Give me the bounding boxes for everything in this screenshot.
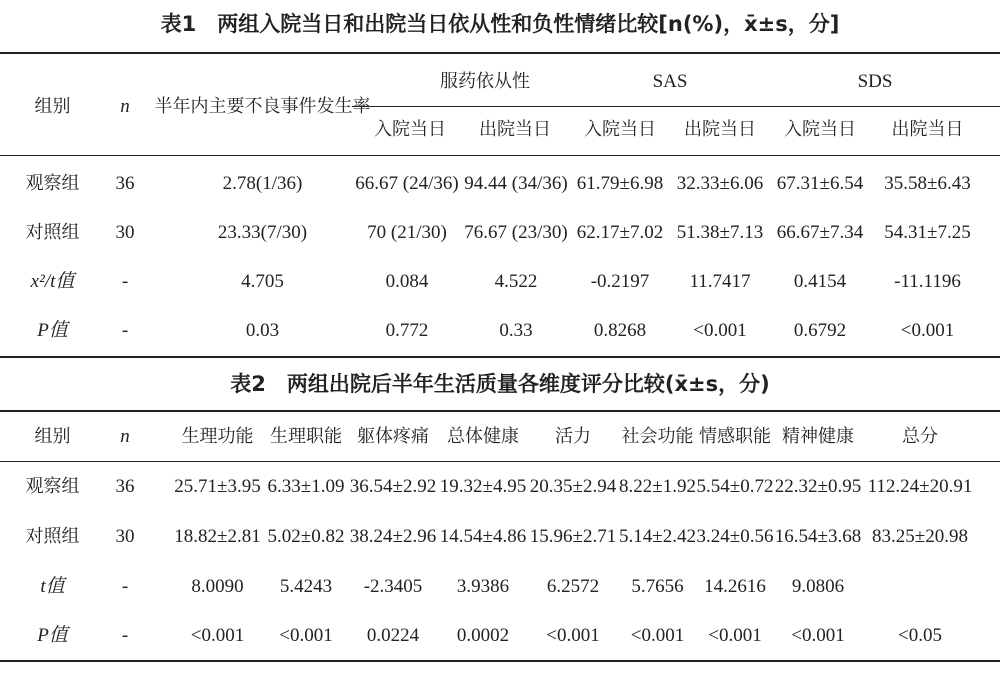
t1-cell-comp-out: 0.33 bbox=[499, 320, 533, 341]
t1-cell-comp-in: 0.772 bbox=[385, 320, 429, 341]
t1-header-sas-out: 出院当日 bbox=[684, 119, 756, 140]
t2-cell: <0.001 bbox=[791, 625, 845, 646]
t2-cell: 16.54±3.68 bbox=[774, 526, 862, 547]
t2-cell: 83.25±20.98 bbox=[872, 526, 968, 547]
t2-cell: 14.54±4.86 bbox=[439, 526, 527, 547]
t2-cell: 8.22±1.92 bbox=[619, 476, 696, 497]
t2-cell: 20.35±2.94 bbox=[529, 476, 617, 497]
t1-header-comp-in: 入院当日 bbox=[374, 119, 446, 140]
t2-header-bottom-rule bbox=[0, 461, 1000, 462]
t2-cell: 36.54±2.92 bbox=[349, 476, 437, 497]
t2-cell: 6.33±1.09 bbox=[267, 476, 345, 497]
t1-cell-label: 对照组 bbox=[25, 222, 80, 243]
table2-bottom-rule bbox=[0, 660, 1000, 662]
t2-cell: t值 bbox=[40, 576, 65, 597]
t2-cell: 36 bbox=[115, 476, 135, 497]
t1-cell-sds-out: 35.58±6.43 bbox=[884, 173, 971, 194]
t2-cell: 观察组 bbox=[25, 476, 80, 497]
t2-header-cell: 活力 bbox=[555, 426, 591, 447]
t1-cell-n: 30 bbox=[115, 222, 135, 243]
t1-cell-label: 观察组 bbox=[25, 173, 80, 194]
table1-top-rule bbox=[0, 52, 1000, 54]
t2-cell: 30 bbox=[115, 526, 135, 547]
t1-cell-n: - bbox=[121, 320, 129, 341]
table1-bottom-rule bbox=[0, 356, 1000, 358]
t2-cell: 112.24±20.91 bbox=[867, 476, 973, 497]
t1-cell-comp-out: 4.522 bbox=[494, 271, 538, 292]
t1-cell-sas-out: 51.38±7.13 bbox=[676, 222, 764, 243]
t2-cell: <0.05 bbox=[898, 625, 942, 646]
t1-cell-comp-out: 76.67 (23/30) bbox=[464, 222, 568, 243]
t1-cell-sds-out: -11.1196 bbox=[894, 271, 961, 292]
t1-cell-adverse: 0.03 bbox=[245, 320, 280, 341]
t2-cell: <0.001 bbox=[630, 625, 685, 646]
t2-cell: 9.0806 bbox=[791, 576, 845, 597]
t2-cell: 14.2616 bbox=[704, 576, 766, 597]
t2-cell: P值 bbox=[37, 625, 68, 646]
t1-cell-sds-out: <0.001 bbox=[900, 320, 955, 341]
t2-cell: <0.001 bbox=[546, 625, 600, 646]
t1-cell-label: P值 bbox=[37, 320, 68, 341]
t2-cell: 5.54±0.72 bbox=[696, 476, 774, 497]
t2-cell: - bbox=[121, 625, 129, 646]
t2-cell: <0.001 bbox=[279, 625, 333, 646]
t1-cell-sds-in: 67.31±6.54 bbox=[776, 173, 864, 194]
t1-cell-label: x²/t值 bbox=[30, 271, 75, 292]
t1-header-sds-out: 出院当日 bbox=[891, 119, 964, 140]
t1-cell-n: 36 bbox=[115, 173, 135, 194]
t1-cell-sas-in: 61.79±6.98 bbox=[576, 173, 664, 194]
t2-header-cell: n bbox=[120, 426, 130, 447]
t1-cell-sas-in: 62.17±7.02 bbox=[576, 222, 664, 243]
t2-header-cell: 总分 bbox=[902, 426, 938, 447]
t1-header-compliance: 服药依从性 bbox=[440, 71, 530, 92]
table1-title: 表1 两组入院当日和出院当日依从性和负性情绪比较[n(%)，x̄±s，分] bbox=[160, 12, 840, 36]
t1-cell-comp-out: 94.44 (34/36) bbox=[464, 173, 568, 194]
table2-title: 表2 两组出院后半年生活质量各维度评分比较(x̄±s，分) bbox=[230, 372, 770, 396]
t2-cell: 5.4243 bbox=[279, 576, 333, 597]
t1-cell-sas-out: 32.33±6.06 bbox=[676, 173, 764, 194]
t2-cell: 0.0224 bbox=[366, 625, 420, 646]
t2-header-cell: 社会功能 bbox=[621, 426, 694, 447]
t2-cell: -2.3405 bbox=[363, 576, 423, 597]
t2-header-cell: 总体健康 bbox=[447, 426, 519, 447]
t1-cell-adverse: 4.705 bbox=[241, 271, 284, 292]
t2-header-cell: 情感职能 bbox=[699, 426, 771, 447]
t1-header-sds-in: 入院当日 bbox=[784, 119, 856, 140]
t1-cell-adverse: 2.78(1/36) bbox=[222, 173, 303, 194]
t1-header-adverse: 半年内主要不良事件发生率 bbox=[154, 96, 371, 117]
table2-top-rule bbox=[0, 410, 1000, 412]
t1-header-sas: SAS bbox=[652, 71, 688, 92]
t1-cell-comp-in: 70 (21/30) bbox=[367, 222, 447, 243]
t2-cell: - bbox=[121, 576, 129, 597]
t1-cell-adverse: 23.33(7/30) bbox=[217, 222, 308, 243]
t2-cell: 5.7656 bbox=[631, 576, 684, 597]
t1-cell-sas-out: <0.001 bbox=[693, 320, 747, 341]
t2-cell: <0.001 bbox=[190, 625, 245, 646]
t1-header-sds: SDS bbox=[857, 71, 893, 92]
t2-cell: 15.96±2.71 bbox=[529, 526, 617, 547]
t1-cell-sas-in: -0.2197 bbox=[590, 271, 650, 292]
t1-header-comp-out: 出院当日 bbox=[479, 119, 551, 140]
t2-cell: 19.32±4.95 bbox=[439, 476, 527, 497]
t2-cell: 22.32±0.95 bbox=[774, 476, 862, 497]
t1-cell-sds-in: 0.4154 bbox=[793, 271, 847, 292]
t1-cell-sas-out: 11.7417 bbox=[689, 271, 751, 292]
t1-header-group: 组别 bbox=[34, 96, 71, 117]
t1-cell-sds-in: 0.6792 bbox=[793, 320, 847, 341]
t1-header-bottom-rule bbox=[0, 155, 1000, 156]
t2-header-cell: 躯体疼痛 bbox=[357, 426, 429, 447]
t1-subheader-rule bbox=[352, 106, 1000, 107]
t2-cell: 8.0090 bbox=[191, 576, 244, 597]
t2-cell: 对照组 bbox=[25, 526, 80, 547]
t1-header-n: n bbox=[120, 96, 130, 117]
t2-cell: 6.2572 bbox=[546, 576, 600, 597]
t2-header-cell: 组别 bbox=[34, 426, 71, 447]
t2-cell: 3.9386 bbox=[456, 576, 510, 597]
t1-cell-sas-in: 0.8268 bbox=[593, 320, 647, 341]
t2-header-cell: 生理职能 bbox=[270, 426, 342, 447]
t2-header-cell: 精神健康 bbox=[782, 426, 854, 447]
t2-cell: 0.0002 bbox=[456, 625, 510, 646]
t2-cell: 5.02±0.82 bbox=[267, 526, 345, 547]
t1-cell-n: - bbox=[121, 271, 129, 292]
t2-cell: 25.71±3.95 bbox=[174, 476, 261, 497]
t1-cell-sds-out: 54.31±7.25 bbox=[884, 222, 971, 243]
t1-cell-comp-in: 66.67 (24/36) bbox=[355, 173, 459, 194]
t1-header-sas-in: 入院当日 bbox=[584, 119, 656, 140]
t2-cell: 3.24±0.56 bbox=[696, 526, 774, 547]
t2-cell: 18.82±2.81 bbox=[174, 526, 261, 547]
t1-cell-comp-in: 0.084 bbox=[385, 271, 429, 292]
t2-cell: 5.14±2.42 bbox=[619, 526, 696, 547]
t2-cell: 38.24±2.96 bbox=[349, 526, 437, 547]
t2-header-cell: 生理功能 bbox=[181, 426, 254, 447]
t2-cell: <0.001 bbox=[708, 625, 762, 646]
t1-cell-sds-in: 66.67±7.34 bbox=[776, 222, 864, 243]
